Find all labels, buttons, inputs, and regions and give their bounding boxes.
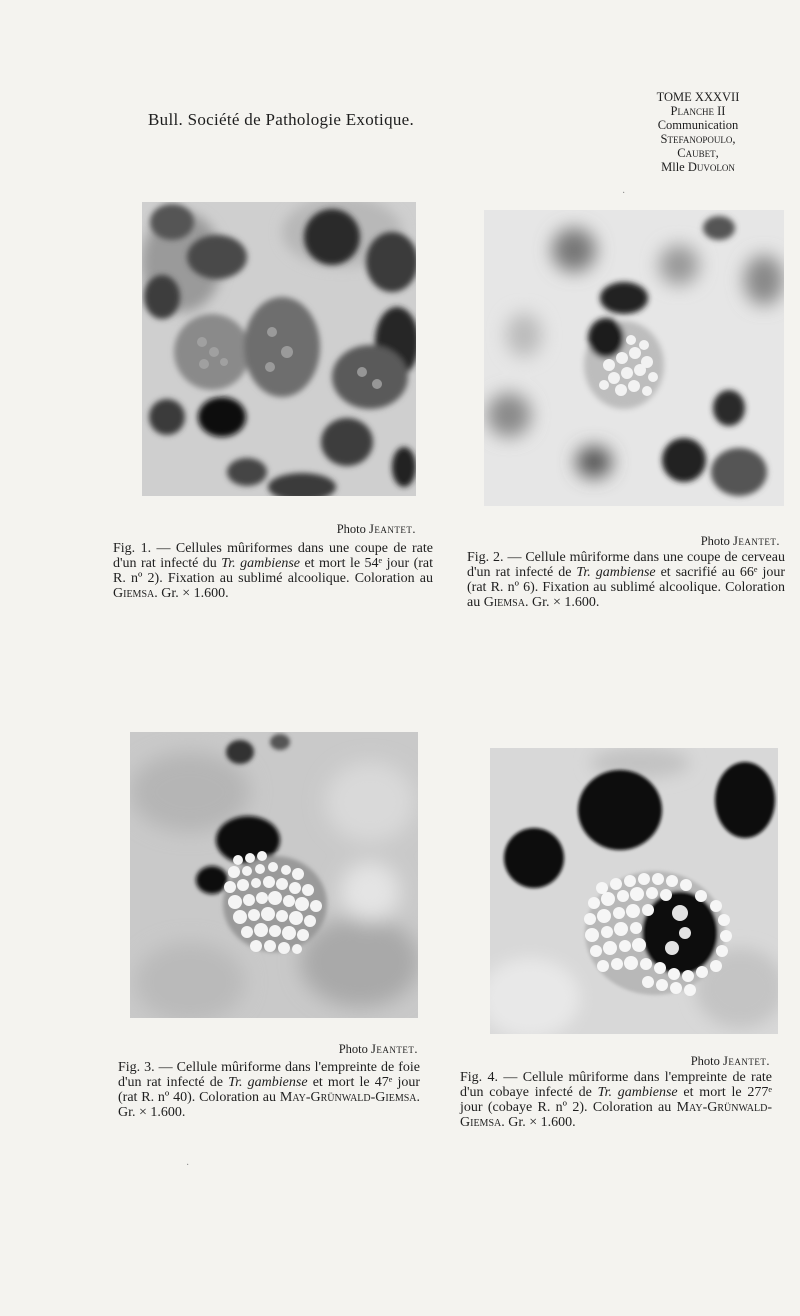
figure-3-species: Tr. gambiense — [228, 1075, 308, 1090]
tome-number: TOME XXXVII — [656, 90, 740, 104]
figure-3-credit — [288, 1042, 418, 1057]
figure-2-photo — [484, 210, 784, 506]
figure-2-label: Fig. 2. — [467, 550, 504, 565]
plate-info — [618, 90, 778, 174]
figure-1-stain: Giemsa — [113, 586, 155, 601]
communication-label: Communication — [657, 118, 739, 132]
figure-1-text-a: — Cellules mûriformes dans une coupe de rate d'un rat infecté du — [113, 541, 433, 571]
journal-title: Bull. Société de Pathologie Exotique. — [148, 110, 415, 129]
author-3 — [618, 160, 778, 174]
stray-mark-bottom: · — [186, 1160, 190, 1171]
figure-2-text-b: et sacrifié au 66ᵉ jour (rat R. nº 6). Fixation au sublimé alcoolique. Coloration au — [467, 565, 785, 610]
figure-1-credit-prefix: Photo — [336, 522, 366, 536]
author-1: Stefanopoulo, — [660, 132, 736, 146]
figure-3-caption — [118, 1060, 420, 1120]
figure-1-photo — [142, 202, 416, 496]
stray-mark: · — [622, 188, 626, 199]
figure-4-caption — [460, 1070, 772, 1130]
figure-1-text-c: . Gr. × 1.600. — [154, 586, 229, 601]
plate-number: Planche II — [670, 104, 726, 118]
figure-3-photo — [130, 732, 418, 1018]
figure-3-text-a: — Cellule mûriforme dans l'empreinte de foie d'un rat infecté de — [118, 1060, 420, 1090]
figure-1-credit — [290, 522, 416, 537]
author-2: Caubet, — [677, 146, 719, 160]
figure-4-text-a: — Cellule mûriforme dans l'empreinte de rate d'un cobaye infecté de — [460, 1070, 773, 1100]
figure-4-text-c: . Gr. × 1.600. — [501, 1115, 576, 1130]
figure-3-label: Fig. 3. — [118, 1060, 155, 1075]
figure-1-text-b: et mort le 54ᵉ jour (rat R. nº 2). Fixation au sublimé alcoolique. Coloration au — [113, 556, 434, 586]
figure-2-credit-prefix: Photo — [700, 534, 730, 548]
figure-3-credit-prefix: Photo — [338, 1042, 368, 1056]
figure-4-species: Tr. gambiense — [597, 1085, 678, 1100]
figure-4-credit-name: Jeantet. — [723, 1054, 770, 1068]
figure-3-credit-name: Jeantet. — [371, 1042, 418, 1056]
figure-2-text-a: — Cellule mûriforme dans une coupe de cerveau d'un rat infecté de — [467, 550, 785, 580]
figure-3-text-b: et mort le 47ᵉ jour (rat R. nº 40). Coloration au — [118, 1075, 421, 1105]
figure-1-species: Tr. gambiense — [221, 556, 300, 571]
author-3-name: Duvolon — [687, 160, 735, 174]
figure-2-caption — [467, 550, 785, 610]
figure-4-stain: May-Grünwald-Giemsa — [460, 1100, 772, 1130]
figure-4-label: Fig. 4. — [460, 1070, 499, 1085]
figure-4-text-b: et mort le 277ᵉ jour (cobaye R. nº 2). Coloration au — [460, 1085, 772, 1115]
figure-1-caption — [113, 541, 433, 601]
figure-3-text-c: . Gr. × 1.600. — [118, 1090, 421, 1120]
figure-4-photo — [490, 748, 778, 1034]
figure-2-text-c: . Gr. × 1.600. — [524, 595, 600, 610]
figure-2-credit — [640, 534, 780, 549]
figure-4-credit — [640, 1054, 770, 1069]
figure-2-species: Tr. gambiense — [576, 565, 656, 580]
figure-1-label: Fig. 1. — [113, 541, 152, 556]
figure-2-credit-name: Jeantet. — [733, 534, 780, 548]
figure-3-stain: May-Grünwald-Giemsa — [279, 1090, 417, 1105]
figure-1-credit-name: Jeantet. — [369, 522, 416, 536]
author-3-prefix: Mlle — [661, 160, 685, 174]
figure-2-stain: Giemsa — [483, 595, 525, 610]
figure-4-credit-prefix: Photo — [690, 1054, 720, 1068]
